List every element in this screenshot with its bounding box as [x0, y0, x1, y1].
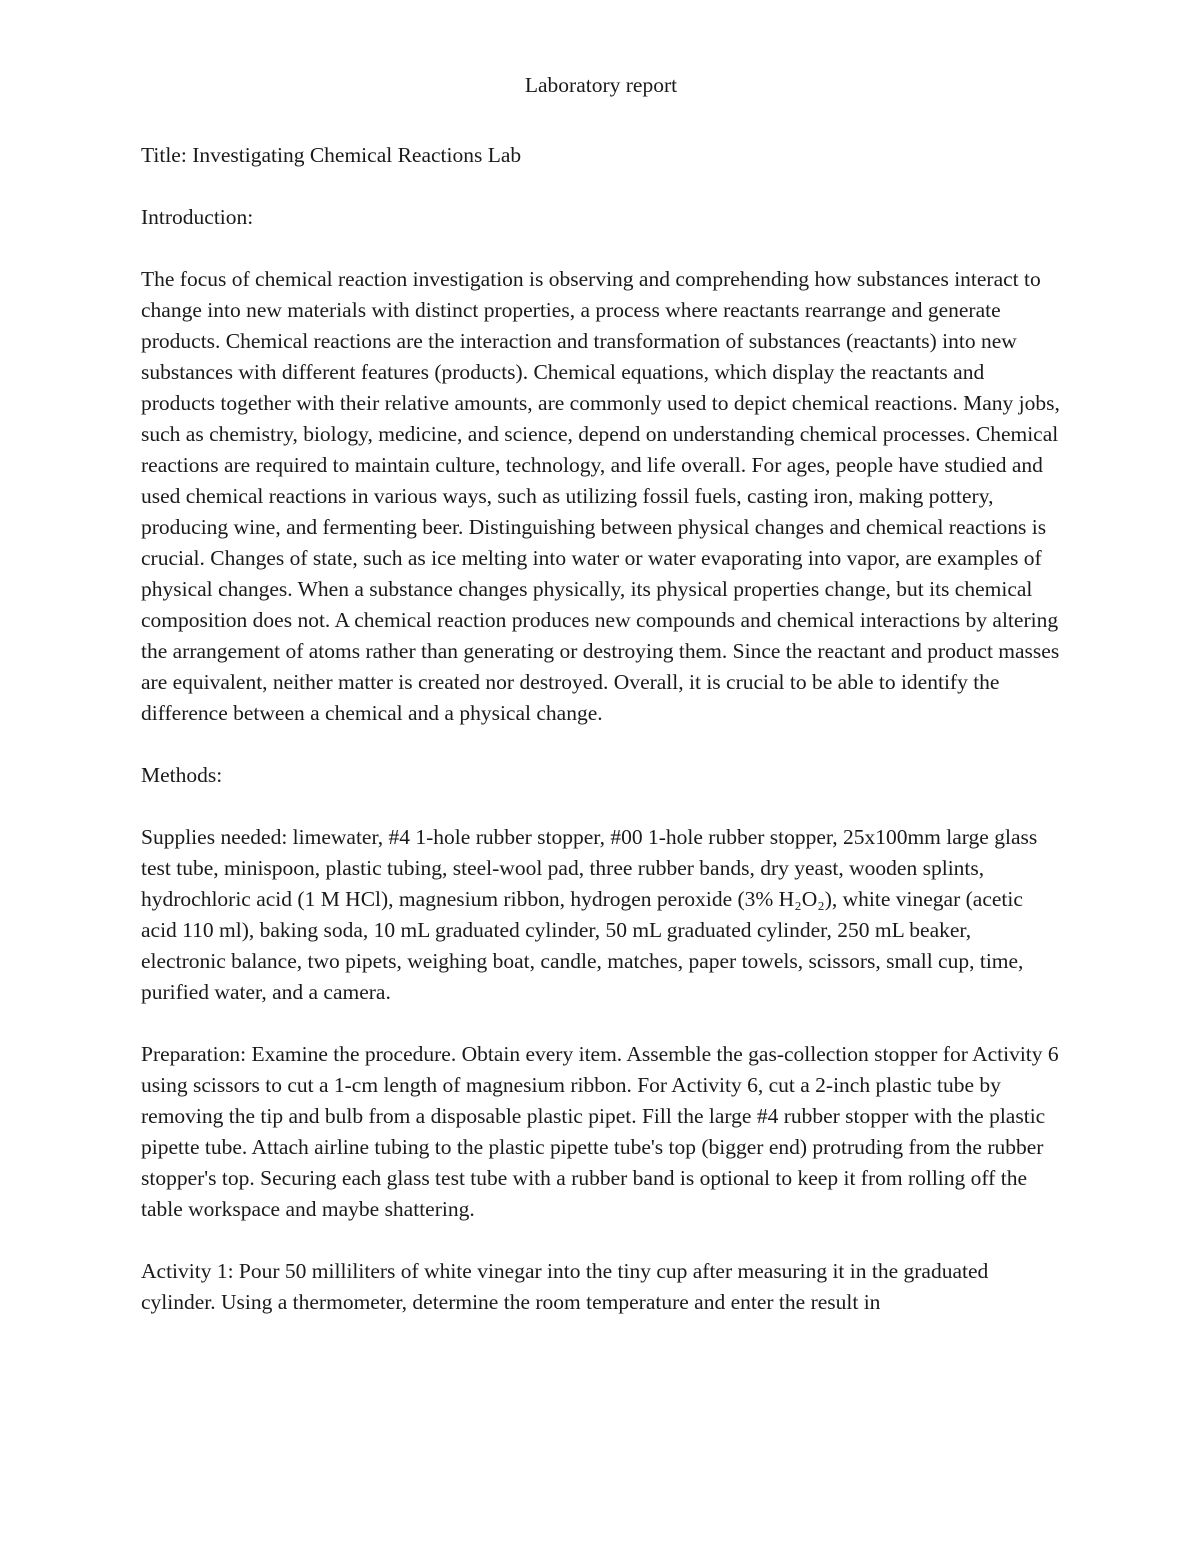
document-header-title: Laboratory report: [524, 73, 678, 97]
supplies-paragraph: Supplies needed: limewater, #4 1-hole rubber stopper, #00 1-hole rubber stopper, 25x100mm large glass test tube, minispoon, plastic tubing, steel-wool pad, three rubber bands, dry yeast, wooden splints, hydrochloric acid (1 M HCl), magnesium ribbon, hydrogen peroxide (3% H₂O₂), white vinegar (acetic acid 110 ml), baking soda, 10 mL graduated cylinder, 50 mL graduated cylinder, 250 mL beaker, electronic balance, two pipets, weighing boat, candle, matches, paper towels, scissors, small cup, time, purified water, and a camera.: [141, 825, 1038, 1004]
report-title-line: Title: Investigating Chemical Reactions Lab: [141, 143, 522, 167]
activity-1-paragraph: Activity 1: Pour 50 milliliters of white vinegar into the tiny cup after measuring it in the graduated cylinder. Using a thermometer, determine the room temperature and enter the result in: [141, 1259, 989, 1314]
preparation-paragraph: Preparation: Examine the procedure. Obtain every item. Assemble the gas-collection stopper for Activity 6 using scissors to cut a 1-cm length of magnesium ribbon. For Activity 6, cut a 2-inch plastic tube by removing the tip and bulb from a disposable plastic pipet. Fill the large #4 rubber stopper with the plastic pipette tube. Attach airline tubing to the plastic pipette tube's top (bigger end) protruding from the rubber stopper's top. Securing each glass test tube with a rubber band is optional to keep it from rolling off the table workspace and maybe shattering.: [141, 1042, 1059, 1221]
methods-heading: Methods:: [141, 763, 223, 787]
introduction-paragraph: The focus of chemical reaction investigation is observing and comprehending how substances interact to change into new materials with distinct properties, a process where reactants rearrange and generate products. Chemical reactions are the interaction and transformation of substances (reactants) into new substances with different features (products). Chemical equations, which display the reactants and products together with their relative amounts, are commonly used to depict chemical reactions. Many jobs, such as chemistry, biology, medicine, and science, depend on understanding chemical processes. Chemical reactions are required to maintain culture, technology, and life overall. For ages, people have studied and used chemical reactions in various ways, such as utilizing fossil fuels, casting iron, making pottery, producing wine, and fermenting beer. Distinguishing between physical changes and chemical reactions is crucial. Changes of state, such as ice melting into water or water evaporating into vapor, are examples of physical changes. When a substance changes physically, its physical properties change, but its chemical composition does not. A chemical reaction produces new compounds and chemical interactions by altering the arrangement of atoms rather than generating or destroying them. Since the reactant and product masses are equivalent, neither matter is created nor destroyed. Overall, it is crucial to be able to identify the difference between a chemical and a physical change.: [141, 267, 1060, 725]
introduction-heading: Introduction:: [141, 205, 254, 229]
document-page: [141, 70, 1061, 1349]
